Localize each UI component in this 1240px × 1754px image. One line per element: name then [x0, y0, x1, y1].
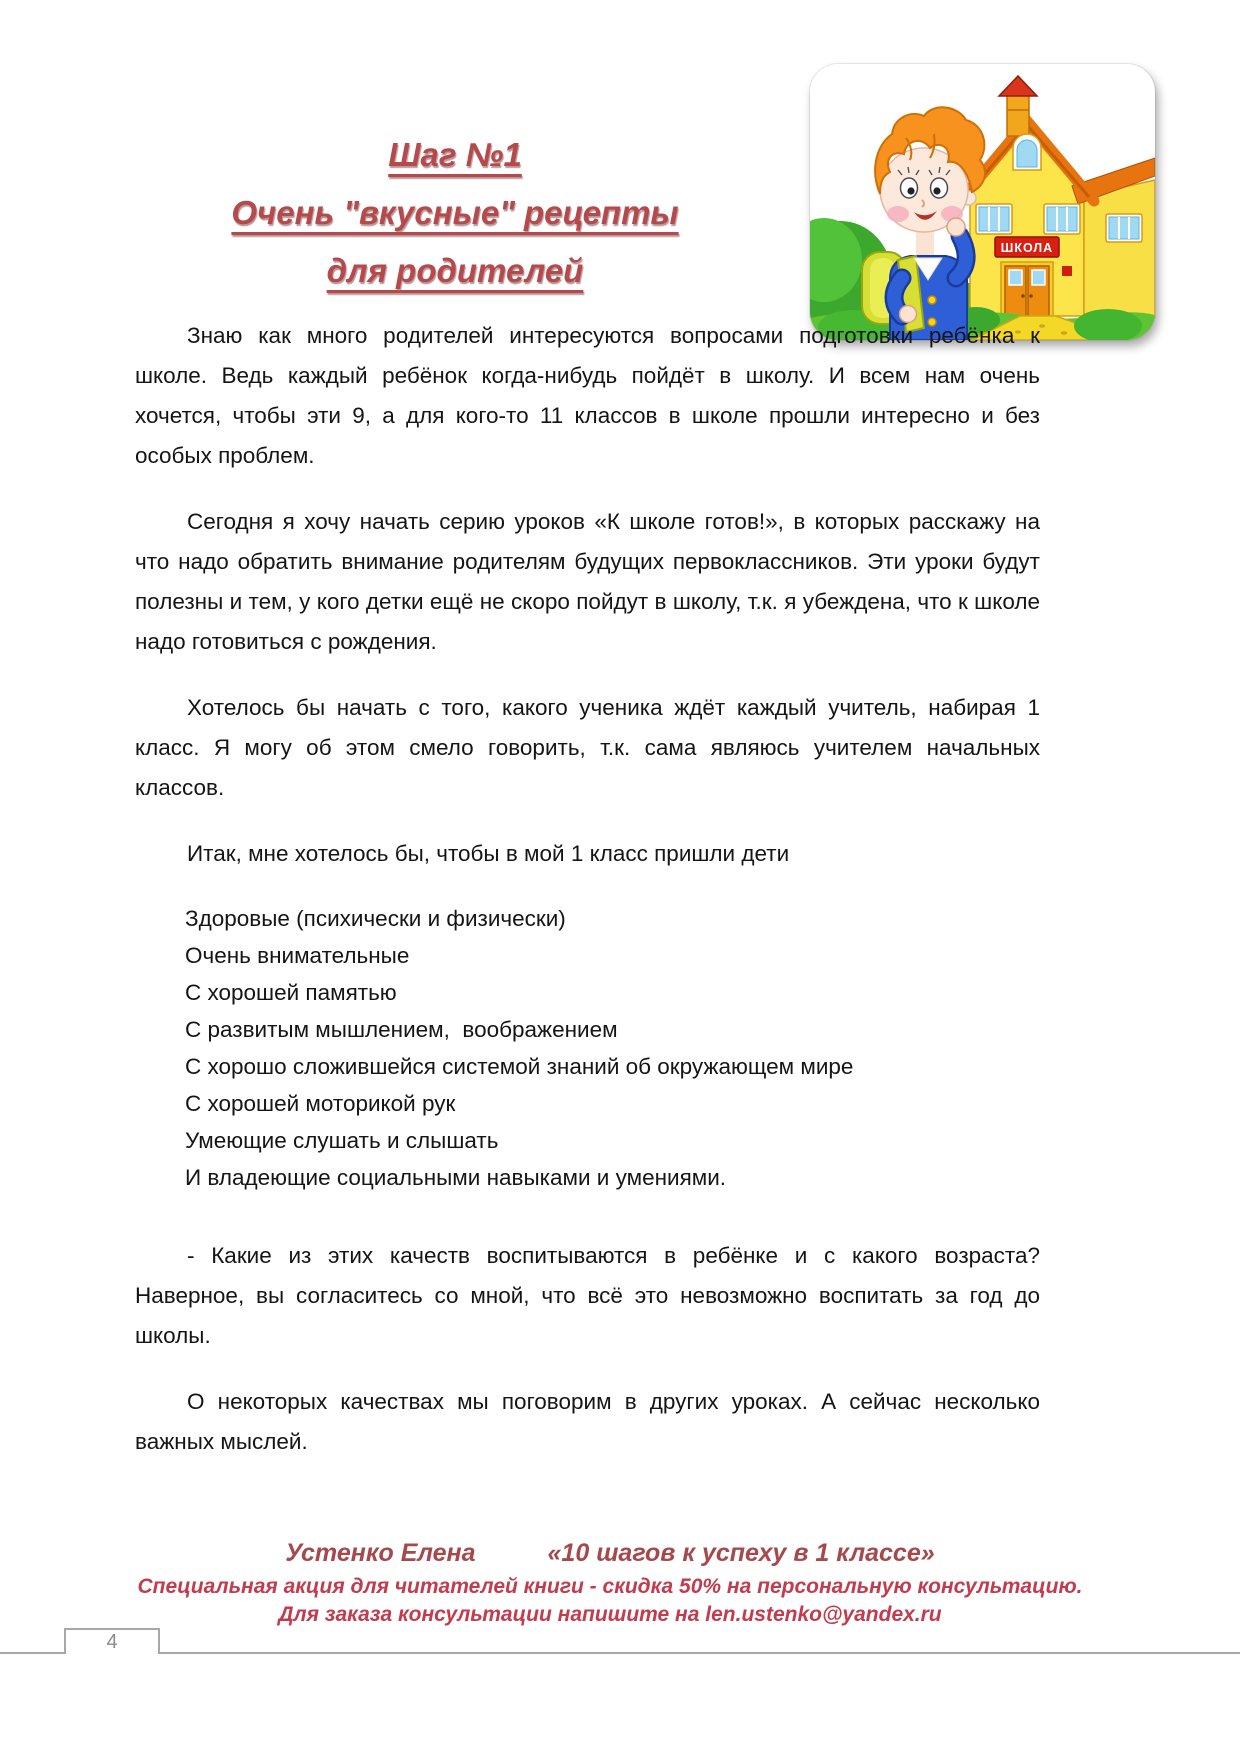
footer-rule [0, 1652, 1240, 1654]
title-line-3: для родителей [326, 252, 584, 289]
paragraph: О некоторых качествах мы поговорим в других уроках. А сейчас несколько важных мыслей. [135, 1389, 1040, 1454]
title-line-1: Шаг №1 [388, 136, 522, 173]
quality-item: Очень внимательные [185, 943, 410, 968]
footer-author-line [20, 1538, 1200, 1568]
qualities-list [135, 900, 1040, 1196]
school-boy-illustration [810, 64, 1155, 340]
paragraph: Хотелось бы начать с того, какого ученика ждёт каждый учитель, набирая 1 класс. Я могу об этом смело говорить, т.к. сама являюсь учителем начальных классов. [135, 695, 1040, 800]
red-plaque [1062, 266, 1072, 276]
paragraph: Знаю как много родителей интересуются вопросами подготовки ребёнка к школе. Ведь каждый ребёнок когда-нибудь пойдёт в школу. И всем нам очень хочется, чтобы эти 9, а для кого-то 11 классов в школе прошли интересно и без особых проблем. [135, 323, 1040, 468]
page-footer [20, 1538, 1200, 1629]
school-sign-text: ШКОЛА [1000, 241, 1054, 255]
boy-eye [901, 178, 918, 198]
school-sign [995, 237, 1059, 257]
email-address: len.ustenko@yandex.ru [705, 1603, 942, 1626]
boy-figure [862, 107, 985, 340]
school-building [960, 76, 1155, 318]
promo-line: Специальная акция для читателей книги - скидка 50% на персональную консультацию. [137, 1575, 1083, 1598]
author-name: Устенко Елена [285, 1539, 476, 1567]
school-doors [1001, 262, 1053, 318]
document-body [135, 316, 1040, 1488]
list-intro-line: Итак, мне хотелось бы, чтобы в мой 1 класс пришли дети [187, 841, 790, 866]
paragraph: Сегодня я хочу начать серию уроков «К школе готов!», в которых расскажу на что надо обратить внимание родителям будущих первоклассников. Эти уроки будут полезны и тем, у кого детки ещё не скоро пойдут в школу, т.к. я убеждена, что к школе надо готовиться с рождения. [135, 509, 1040, 654]
boy-right-hand [947, 218, 965, 236]
quality-item: С развитым мышлением, воображением [185, 1017, 618, 1042]
school-boy-drawing [810, 64, 1155, 340]
paragraph: - Какие из этих качеств воспитываются в ребёнке и с какого возраста? Наверное, вы согласитесь со мной, что всё это невозможно воспитать за год до школы. [135, 1243, 1040, 1348]
page-number: 4 [106, 1631, 118, 1653]
contact-prefix: Для заказа консультации напишите на [278, 1603, 706, 1626]
page-title [150, 126, 760, 300]
boy-eye [931, 178, 948, 198]
quality-item: И владеющие социальными навыками и умениями. [185, 1165, 727, 1190]
jacket-button [928, 296, 936, 304]
book-title: «10 шагов к успеху в 1 классе» [547, 1539, 935, 1567]
contact-line [20, 1601, 1200, 1629]
page-number-tab [64, 1628, 160, 1654]
quality-item: Здоровые (психически и физически) [185, 906, 566, 931]
quality-item: С хорошей памятью [185, 980, 397, 1005]
quality-item: Умеющие слушать и слышать [185, 1128, 499, 1153]
quality-item: С хорошей моторикой рук [185, 1091, 456, 1116]
quality-item: С хорошо сложившейся системой знаний об окружающем мире [185, 1054, 854, 1079]
title-line-2: Очень "вкусные" рецепты [231, 194, 679, 231]
